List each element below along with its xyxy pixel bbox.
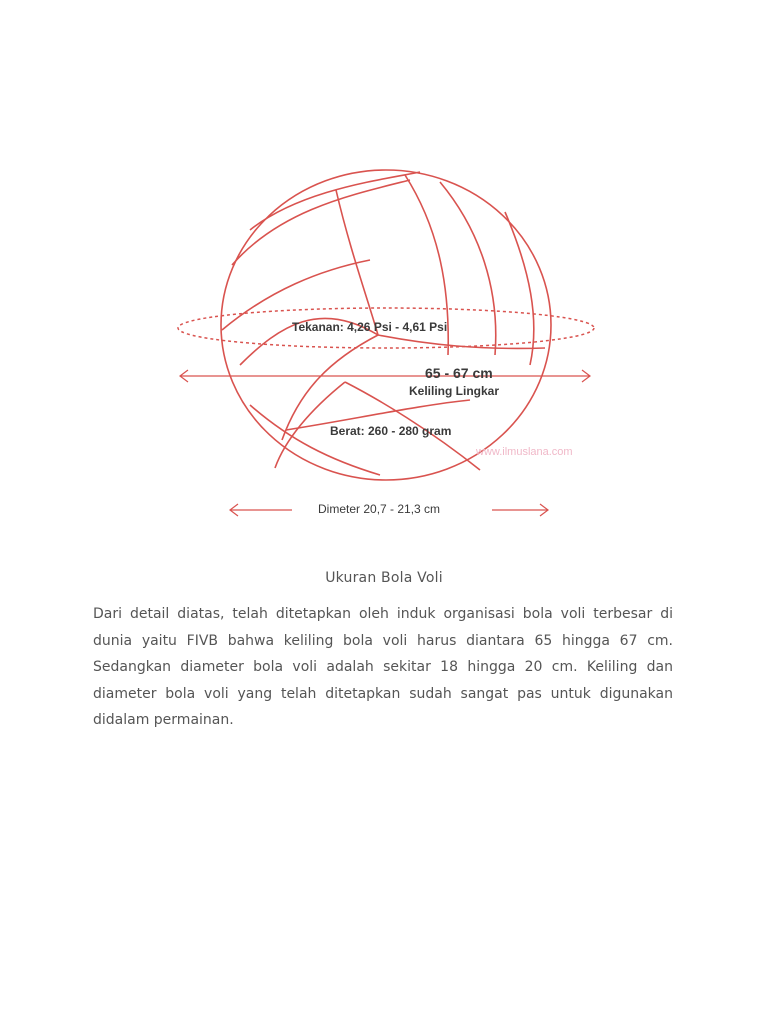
body-paragraph: Dari detail diatas, telah ditetapkan oleh induk organisasi bola voli terbesar di dunia yaitu FIVB bahwa keliling bola voli harus diantara 65 hingga 67 cm. Sedangkan diameter bola voli adalah sekitar 18 hingga 20 cm. Keliling dan diameter bola voli yang telah ditetapkan sudah sangat pas untuk digunakan didalam permainan. [93, 606, 673, 728]
pressure-label: Tekanan: 4,26 Psi - 4,61 Psi [292, 320, 448, 334]
panel-seam [378, 335, 545, 348]
diameter-label: Dimeter 20,7 - 21,3 cm [318, 502, 441, 516]
circumference-value: 65 - 67 cm [425, 365, 493, 381]
circumference-label: Keliling Lingkar [409, 384, 500, 398]
panel-seam [232, 180, 410, 265]
watermark: www.ilmuslana.com [476, 446, 573, 458]
volleyball-diagram [0, 150, 768, 530]
circumference-arrow [180, 370, 590, 382]
weight-label: Berat: 260 - 280 gram [330, 424, 452, 438]
volleyball-size-figure [0, 150, 768, 530]
figure-caption: Ukuran Bola Voli [325, 570, 443, 586]
